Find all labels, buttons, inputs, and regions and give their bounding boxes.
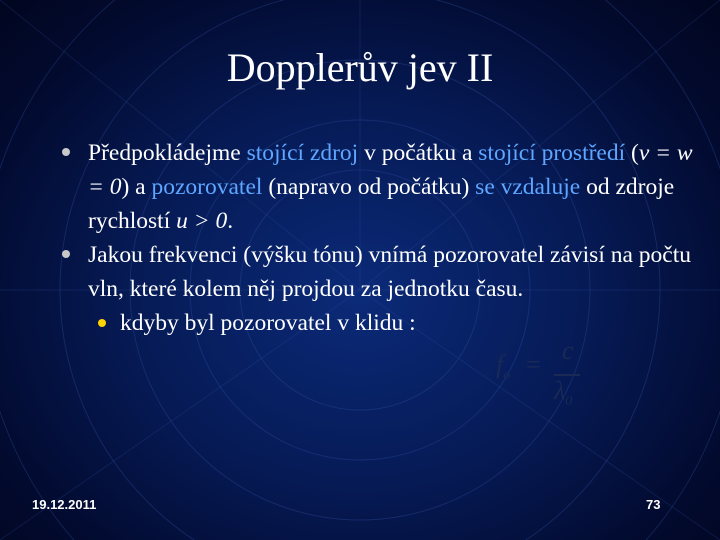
- text-segment: (napravo od počátku): [262, 174, 476, 200]
- italic-segment: u > 0: [176, 208, 228, 234]
- bullet-list: [58, 136, 698, 340]
- formula: [492, 336, 592, 410]
- highlight-segment: pozorovatel: [151, 174, 263, 200]
- page-number: 73: [646, 497, 661, 512]
- bullet-dot-icon: [62, 250, 70, 258]
- text-segment: Předpokládejme: [88, 140, 247, 166]
- formula-denominator-symbol: λ: [554, 376, 566, 405]
- text-segment: v počátku a: [358, 140, 479, 166]
- bullet-text-1: [88, 140, 693, 234]
- formula-denominator-subscript: 0: [565, 394, 573, 410]
- bullet-dot-icon: [62, 148, 70, 156]
- bullet-item: [58, 238, 698, 306]
- sub-bullet-item: [58, 306, 698, 340]
- highlight-segment: se vzdaluje: [475, 174, 581, 200]
- text-segment: ) a: [121, 174, 152, 200]
- highlight-segment: stojící zdroj: [246, 140, 359, 166]
- text-segment: (: [625, 140, 639, 166]
- highlight-segment: stojící prostředí: [478, 140, 626, 166]
- bullet-text-2: Jakou frekvenci (výšku tónu) vnímá pozorovatel závisí na počtu vln, které kolem něj projdou za jednotku času.: [88, 242, 691, 302]
- formula-numerator: c: [562, 336, 574, 365]
- formula-denominator: [554, 376, 572, 410]
- formula-lhs-symbol: f: [496, 350, 504, 379]
- slide-title: Dopplerův jev II: [226, 45, 494, 90]
- formula-equals: =: [526, 350, 541, 379]
- sub-bullet-dot-icon: [98, 319, 106, 327]
- sub-bullet-text: kdyby byl pozorovatel v klidu :: [120, 310, 416, 336]
- text-segment: od zdroje rychlostí: [88, 174, 675, 234]
- formula-lhs: [496, 350, 510, 384]
- italic-segment: v = w = 0: [88, 140, 693, 200]
- text-segment: .: [227, 208, 234, 234]
- formula-lhs-subscript: o: [503, 368, 511, 384]
- bullet-item: [58, 136, 698, 238]
- footer-date: 19.12.2011: [32, 497, 97, 512]
